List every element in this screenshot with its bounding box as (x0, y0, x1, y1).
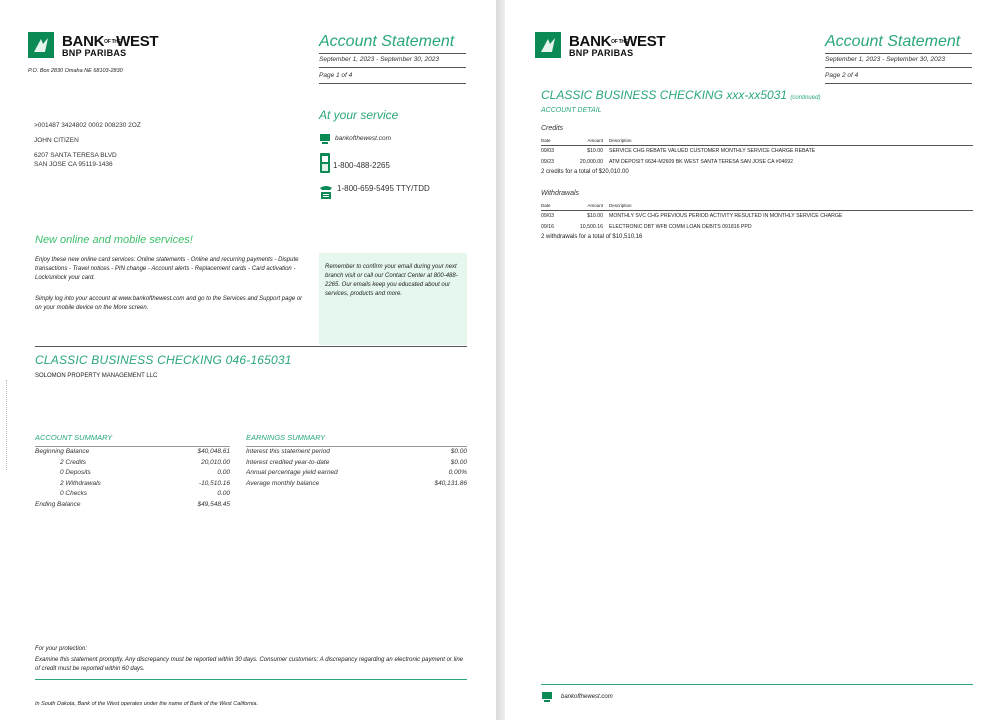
earnings-label: Interest credited year-to-date (246, 458, 330, 466)
divider (541, 684, 973, 685)
withdrawals-total-text: 2 withdrawals for a total of $10,510.16 (541, 234, 643, 240)
row-amount: 10,500.16 (579, 224, 603, 230)
summary-row (35, 459, 230, 470)
table-row (541, 224, 973, 230)
summary-row (35, 480, 230, 491)
promo-paragraph-2: Simply log into your account at www.bankofthewest.com and go to the Services and Support page or on your mobile device on the More screen. (35, 296, 303, 311)
bank-name: BANKOF THEWEST (62, 33, 159, 50)
protection-text: Examine this statement promptly. Any discrepancy must be reported within 30 days. Consumer customers: A discrepancy regarding an electronic payment or line of credit must be reported within 60 days. (35, 657, 463, 672)
continued-label: (continued) (790, 95, 821, 101)
customer-name: JOHN CITIZEN (34, 137, 79, 144)
summary-row (35, 490, 230, 501)
summary-label: Ending Balance (35, 500, 81, 508)
summary-value: 0.00 (217, 469, 230, 476)
protection-heading: For your protection: (35, 646, 88, 652)
summary-value: 0.00 (217, 490, 230, 497)
earnings-row (246, 459, 467, 470)
service-website[interactable]: bankofthewest.com (335, 135, 392, 142)
summary-label: Beginning Balance (35, 448, 90, 455)
earnings-row (246, 469, 467, 480)
divider (541, 210, 973, 211)
statement-title: Account Statement (825, 33, 961, 50)
earnings-label: Average monthly balance (246, 479, 320, 487)
account-title (541, 88, 820, 102)
divider (246, 446, 467, 447)
credits-total (541, 169, 973, 175)
mobile-phone-icon (319, 152, 331, 174)
col-amount: Amount (587, 203, 603, 208)
summary-label: 2 Credits (60, 458, 87, 466)
row-amount: $10.00 (587, 213, 603, 219)
summary-value: 20,010.00 (201, 458, 230, 466)
earnings-value: $0.00 (450, 448, 467, 455)
summary-row (35, 469, 230, 480)
row-description: ATM DEPOSIT 6634-M2609 BK WEST SANTA TERESA SAN JOSE CA #04692 (609, 159, 794, 165)
statement-page-2 (505, 0, 1000, 720)
customer-address-line1: 6207 SANTA TERESA BLVD (34, 152, 117, 159)
page-number: Page 1 of 4 (319, 72, 353, 79)
computer-icon (319, 132, 331, 144)
earnings-value: $40,131.86 (434, 479, 467, 487)
withdrawals-heading: Withdrawals (541, 190, 580, 197)
account-title-text: CLASSIC BUSINESS CHECKING xxx-xx5031 (541, 88, 788, 102)
bank-name: BANKOF THEWEST (569, 33, 666, 50)
col-date: Date (541, 203, 551, 208)
row-date: 09/23 (541, 159, 554, 165)
divider (319, 67, 466, 68)
row-description: MONTHLY SVC CHG PREVIOUS PERIOD ACTIVITY RESULTED IN MONTHLY SERVICE CHARGE (609, 213, 843, 219)
divider (825, 53, 972, 54)
divider (541, 145, 973, 146)
page-footer: In South Dakota, Bank of the West operates under the name of Bank of the West California. (35, 701, 258, 707)
summary-label: 0 Deposits (60, 469, 91, 476)
summary-row (35, 448, 230, 459)
customer-address-line2: SAN JOSE CA 95119-1436 (34, 161, 113, 168)
earnings-label: Interest this statement period (246, 448, 330, 455)
bank-logo-icon (28, 32, 54, 58)
summary-label: 0 Checks (60, 490, 88, 497)
summary-label: 2 Withdrawals (60, 479, 101, 487)
summary-row (35, 501, 230, 512)
table-row (541, 148, 973, 154)
page-number: Page 2 of 4 (825, 72, 859, 79)
earnings-row (246, 480, 467, 491)
earnings-row (246, 448, 467, 459)
withdrawals-total (541, 234, 973, 240)
credits-heading: Credits (541, 125, 564, 132)
divider (825, 83, 972, 84)
table-row (541, 159, 973, 165)
withdrawals-header (541, 203, 973, 208)
col-amount: Amount (587, 138, 603, 143)
row-amount: 20,000.00 (579, 159, 603, 165)
fold-mark (6, 380, 7, 470)
statement-page-1 (0, 0, 496, 720)
credits-table (541, 138, 973, 178)
section-divider (35, 346, 467, 347)
credits-total-text: 2 credits for a total of $20,010.00 (541, 169, 629, 175)
row-date: 09/16 (541, 224, 554, 230)
earnings-summary-table (246, 448, 467, 490)
bank-subtitle: BNP PARIBAS (569, 48, 634, 58)
tty-phone-icon (319, 184, 333, 200)
computer-icon (541, 690, 553, 702)
divider (319, 53, 466, 54)
earnings-label: Annual percentage yield earned (246, 469, 338, 476)
earnings-summary-heading: EARNINGS SUMMARY (246, 433, 326, 442)
service-heading: At your service (319, 108, 399, 122)
summary-value: $49,548.45 (197, 500, 230, 508)
email-reminder-text: Remember to confirm your email during your next branch visit or call our Contact Center at 800-488-2265. Our emails keep you educated about our services, products and more. (325, 264, 458, 297)
divider (319, 83, 466, 84)
withdrawals-table (541, 203, 973, 243)
service-phone[interactable]: 1-800-488-2265 (333, 161, 390, 170)
row-date: 09/03 (541, 213, 554, 219)
row-description: SERVICE CHG REBATE VALUED CUSTOMER MONTHLY SERVICE CHARGE REBATE (609, 148, 816, 154)
promo-heading: New online and mobile services! (35, 234, 193, 246)
summary-value: $40,048.61 (197, 448, 230, 455)
service-tty[interactable]: 1-800-659-5495 TTY/TDD (337, 184, 430, 193)
divider (35, 679, 467, 680)
table-row (541, 213, 973, 219)
account-title: CLASSIC BUSINESS CHECKING 046-165031 (35, 353, 292, 367)
summary-value: -10,510.16 (198, 479, 230, 487)
credits-header (541, 138, 973, 143)
earnings-value: 0.00% (448, 469, 467, 476)
row-description: ELECTRONIC DBT WFB COMM LOAN DEBITS 091816 PPD (609, 224, 752, 230)
earnings-value: $0.00 (450, 458, 467, 466)
bank-subtitle: BNP PARIBAS (62, 48, 127, 58)
statement-period: September 1, 2023 - September 30, 2023 (825, 56, 945, 63)
email-reminder-box (319, 253, 467, 345)
account-detail-heading: ACCOUNT DETAIL (541, 107, 602, 114)
account-summary-heading: ACCOUNT SUMMARY (35, 433, 113, 442)
account-holder: SOLOMON PROPERTY MANAGEMENT LLC (35, 373, 158, 379)
bank-logo-icon (535, 32, 561, 58)
col-description: Description (609, 203, 632, 208)
promo-paragraph-1: Enjoy these new online card services: Online statements - Online and recurring payments - Dispute transactions - Travel notices - PIN change - Account alerts - Replacement cards - Card activation - Lock/unlock your card. (35, 257, 299, 281)
divider (35, 446, 230, 447)
statement-period: September 1, 2023 - September 30, 2023 (319, 56, 439, 63)
bank-address: P.O. Box 2830 Omaha NE 68103-2830 (28, 68, 123, 74)
scanline: >001487 3424802 0002 008230 2OZ (34, 122, 141, 129)
col-description: Description (609, 138, 632, 143)
footer-website[interactable]: bankofthewest.com (561, 694, 613, 700)
account-summary-table (35, 448, 230, 511)
row-amount: $10.00 (587, 148, 603, 154)
divider (825, 67, 972, 68)
statement-title: Account Statement (319, 33, 455, 50)
col-date: Date (541, 138, 551, 143)
row-date: 09/03 (541, 148, 554, 154)
page-gap (496, 0, 505, 720)
